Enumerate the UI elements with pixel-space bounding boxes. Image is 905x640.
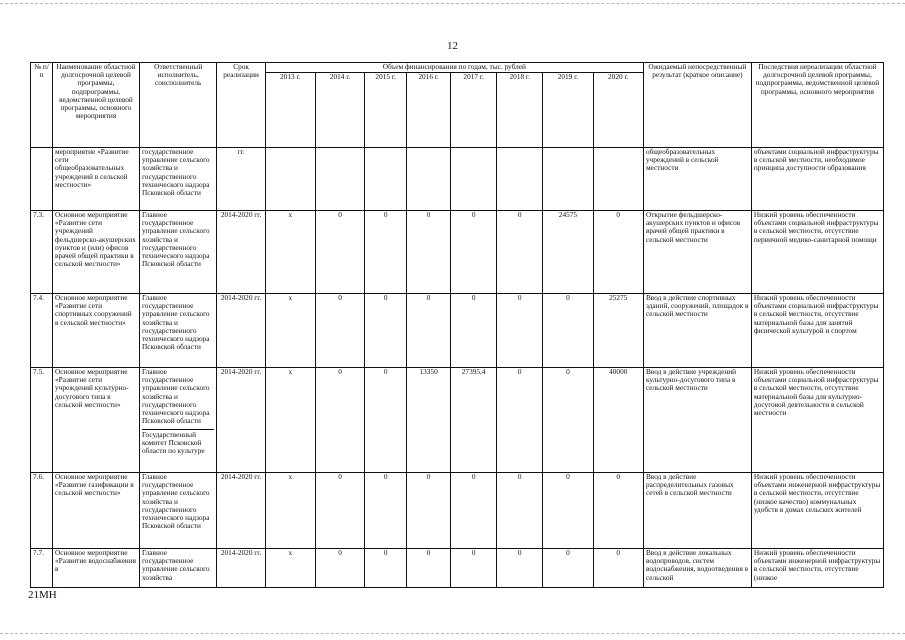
row-value: 25275: [593, 294, 643, 368]
row-value: 0: [543, 549, 593, 588]
row-name: Основное мероприятие «Развитие сети учреждений культурно-досугового типа в сельской местности»: [53, 368, 140, 473]
year-header: 2016 г.: [407, 73, 451, 148]
row-value: 27395,4: [451, 368, 497, 473]
row-result-text: Ввод в действие локальных водопроводов, систем водоснабжения, водоотведения в сельской: [645, 549, 749, 582]
header-num: № п/п: [31, 63, 53, 148]
table-row: [31, 294, 884, 368]
row-responsible: государственное управление сельского хозяйства и государственного технического надзора Псковской области: [139, 148, 217, 211]
row-value: 0: [365, 368, 407, 473]
row-value: 0: [407, 294, 451, 368]
row-result: Ввод в действие учреждений культурно-досугового типа в сельской местности: [643, 368, 751, 473]
row-value: х: [265, 368, 315, 473]
table-row: [31, 549, 884, 588]
row-value: 0: [593, 473, 643, 549]
row-value: 0: [315, 294, 364, 368]
header-funding: Объем финансирования по годам, тыс. рублей: [265, 63, 643, 73]
responsible-primary: Главное государственное управление сельского хозяйства и государственного технического надзора Псковской области: [141, 367, 210, 426]
row-name: Основное мероприятие «Развитие сети спортивных сооружений в сельской местности»: [53, 294, 140, 368]
header-consequences: Последствия нереализации областной долгосрочной целевой программы, подпрограммы, ведомственной целевой программы, основного мероприятия: [751, 63, 883, 148]
row-term: 2014-2020 гг.: [217, 368, 265, 473]
row-value: 0: [543, 473, 593, 549]
row-value: [365, 148, 407, 211]
header-responsible: Ответственный исполнитель, соисполнитель: [139, 63, 217, 148]
row-value: 0: [497, 294, 543, 368]
row-name: Основное мероприятие «Развитие газификации в сельской местности»: [53, 473, 140, 549]
row-consequences-text: Низкий уровень обеспеченности объектами инженерной инфраструктуры в сельской местности, отсутствие (низкое: [753, 549, 881, 582]
row-term: 2014-2020 гг.: [217, 473, 265, 549]
row-value: [497, 148, 543, 211]
footer-code: 21МН: [28, 589, 57, 601]
row-value: 0: [407, 211, 451, 294]
row-value: 0: [451, 294, 497, 368]
row-name: мероприятие «Развитие сети общеобразовательных учреждений в сельской местности»: [53, 148, 140, 211]
row-value: 0: [407, 549, 451, 588]
table-header: [31, 63, 884, 148]
header-result: Ожидаемый непосредственный результат (краткое описание): [643, 63, 751, 148]
row-term-text: 2014-2020 гг.: [220, 549, 262, 557]
row-responsible: [139, 368, 217, 473]
row-value: [543, 148, 593, 211]
row-value: [265, 148, 315, 211]
scan-edge-bottom: [0, 633, 905, 634]
year-header: 2018 г.: [497, 73, 543, 148]
row-value: 0: [315, 368, 364, 473]
row-value: х: [265, 211, 315, 294]
page-number: 12: [447, 40, 458, 52]
row-name: [53, 549, 140, 588]
row-result: Открытие фельдшерско-акушерских пунктов и офисов врачей общей практики в сельской местности: [643, 211, 751, 294]
row-responsible: Главное государственное управление сельского хозяйства и государственного технического надзора Псковской области: [139, 473, 217, 549]
row-value: 0: [315, 549, 364, 588]
row-result: [643, 549, 751, 588]
row-responsible: Главное государственное управление сельского хозяйства и государственного технического надзора Псковской области: [139, 211, 217, 294]
row-responsible: [139, 549, 217, 588]
row-consequences: объектами социальной инфраструктуры в сельской местности, необходимое принципа доступности образования: [751, 148, 883, 211]
table-row: [31, 473, 884, 549]
row-consequences: Низкий уровень обеспеченности объектами социальной инфраструктуры в сельской местности, отсутствие первичной медико-санитарной помощи: [751, 211, 883, 294]
row-term: 2014-2020 гг.: [217, 294, 265, 368]
row-value: 0: [451, 473, 497, 549]
responsible-co-executor: Государственный комитет Псковской области по культуре: [142, 429, 215, 456]
row-num: [31, 148, 53, 211]
row-num: 7.6.: [31, 473, 53, 549]
row-term: [217, 549, 265, 588]
scan-edge-top: [0, 3, 905, 4]
row-value: х: [265, 294, 315, 368]
row-term: гг.: [217, 148, 265, 211]
year-header: 2020 г.: [593, 73, 643, 148]
row-value: 0: [497, 549, 543, 588]
table-row: [31, 211, 884, 294]
row-num: 7.5.: [31, 368, 53, 473]
row-value: 0: [497, 368, 543, 473]
year-header: 2017 г.: [451, 73, 497, 148]
funding-table: [30, 62, 884, 588]
row-value: х: [265, 473, 315, 549]
table-row: [31, 148, 884, 211]
row-consequences: [751, 549, 883, 588]
year-header: 2014 г.: [315, 73, 364, 148]
row-value: 24575: [543, 211, 593, 294]
row-result: Ввод в действие распределительных газовых сетей в сельской местности: [643, 473, 751, 549]
row-num-text: 7.7.: [33, 549, 44, 557]
row-responsible: Главное государственное управление сельского хозяйства и государственного технического надзора Псковской области: [139, 294, 217, 368]
row-result: общеобразовательных учреждений в сельской местности: [643, 148, 751, 211]
row-value: 0: [365, 549, 407, 588]
table-row: [31, 368, 884, 473]
row-consequences: Низкий уровень обеспеченности объектами социальной инфраструктуры в сельской местности, отсутствие материальной базы для занятий физической культурой и спортом: [751, 294, 883, 368]
row-result: Ввод в действие спортивных зданий, сооружений, площадок в сельской местности: [643, 294, 751, 368]
row-value: 0: [365, 211, 407, 294]
row-value: 0: [365, 473, 407, 549]
row-consequences: Низкий уровень обеспеченности объектами инженерной инфраструктуры в сельской местности, отсутствие (низкое качество) коммунальных удобств в домах сельских жителей: [751, 473, 883, 549]
row-num: 7.4.: [31, 294, 53, 368]
row-value: 0: [593, 549, 643, 588]
row-responsible-text: Главное государственное управление сельского хозяйства: [141, 549, 210, 582]
row-value: 0: [365, 294, 407, 368]
year-header: 2013 г.: [265, 73, 315, 148]
row-term: 2014-2020 гг.: [217, 211, 265, 294]
row-name: Основное мероприятие «Развитие сети учреждений фельдшерско-акушерских пунктов и (или) офисов врачей общей практики в сельской местности»: [53, 211, 140, 294]
year-header: 2019 г.: [543, 73, 593, 148]
row-num: 7.3.: [31, 211, 53, 294]
row-value: х: [265, 549, 315, 588]
row-value: 0: [593, 211, 643, 294]
row-value: 0: [315, 473, 364, 549]
row-consequences: Низкий уровень обеспеченности объектами социальной инфраструктуры в сельской местности, отсутствие материальной базы для культурно-досуговой деятельности в сельской местности: [751, 368, 883, 473]
row-value: 40000: [593, 368, 643, 473]
row-value: 0: [543, 368, 593, 473]
row-value: [315, 148, 364, 211]
row-value: 0: [451, 549, 497, 588]
row-value: 0: [407, 473, 451, 549]
row-value: [593, 148, 643, 211]
row-value: 0: [497, 211, 543, 294]
row-value: 0: [543, 294, 593, 368]
row-value: [451, 148, 497, 211]
row-name-text: Основное мероприятие «Развитие водоснабжения в: [55, 549, 136, 574]
row-value: 13350: [407, 368, 451, 473]
row-value: 0: [315, 211, 364, 294]
row-value: 0: [451, 211, 497, 294]
year-header: 2015 г.: [365, 73, 407, 148]
header-term: Срок реализации: [217, 63, 265, 148]
row-num: [31, 549, 53, 588]
row-value: [407, 148, 451, 211]
row-value: 0: [497, 473, 543, 549]
header-name: Наименование областной долгосрочной целевой программы, подпрограммы, ведомственной целевой программы, основного мероприятия: [53, 63, 140, 148]
